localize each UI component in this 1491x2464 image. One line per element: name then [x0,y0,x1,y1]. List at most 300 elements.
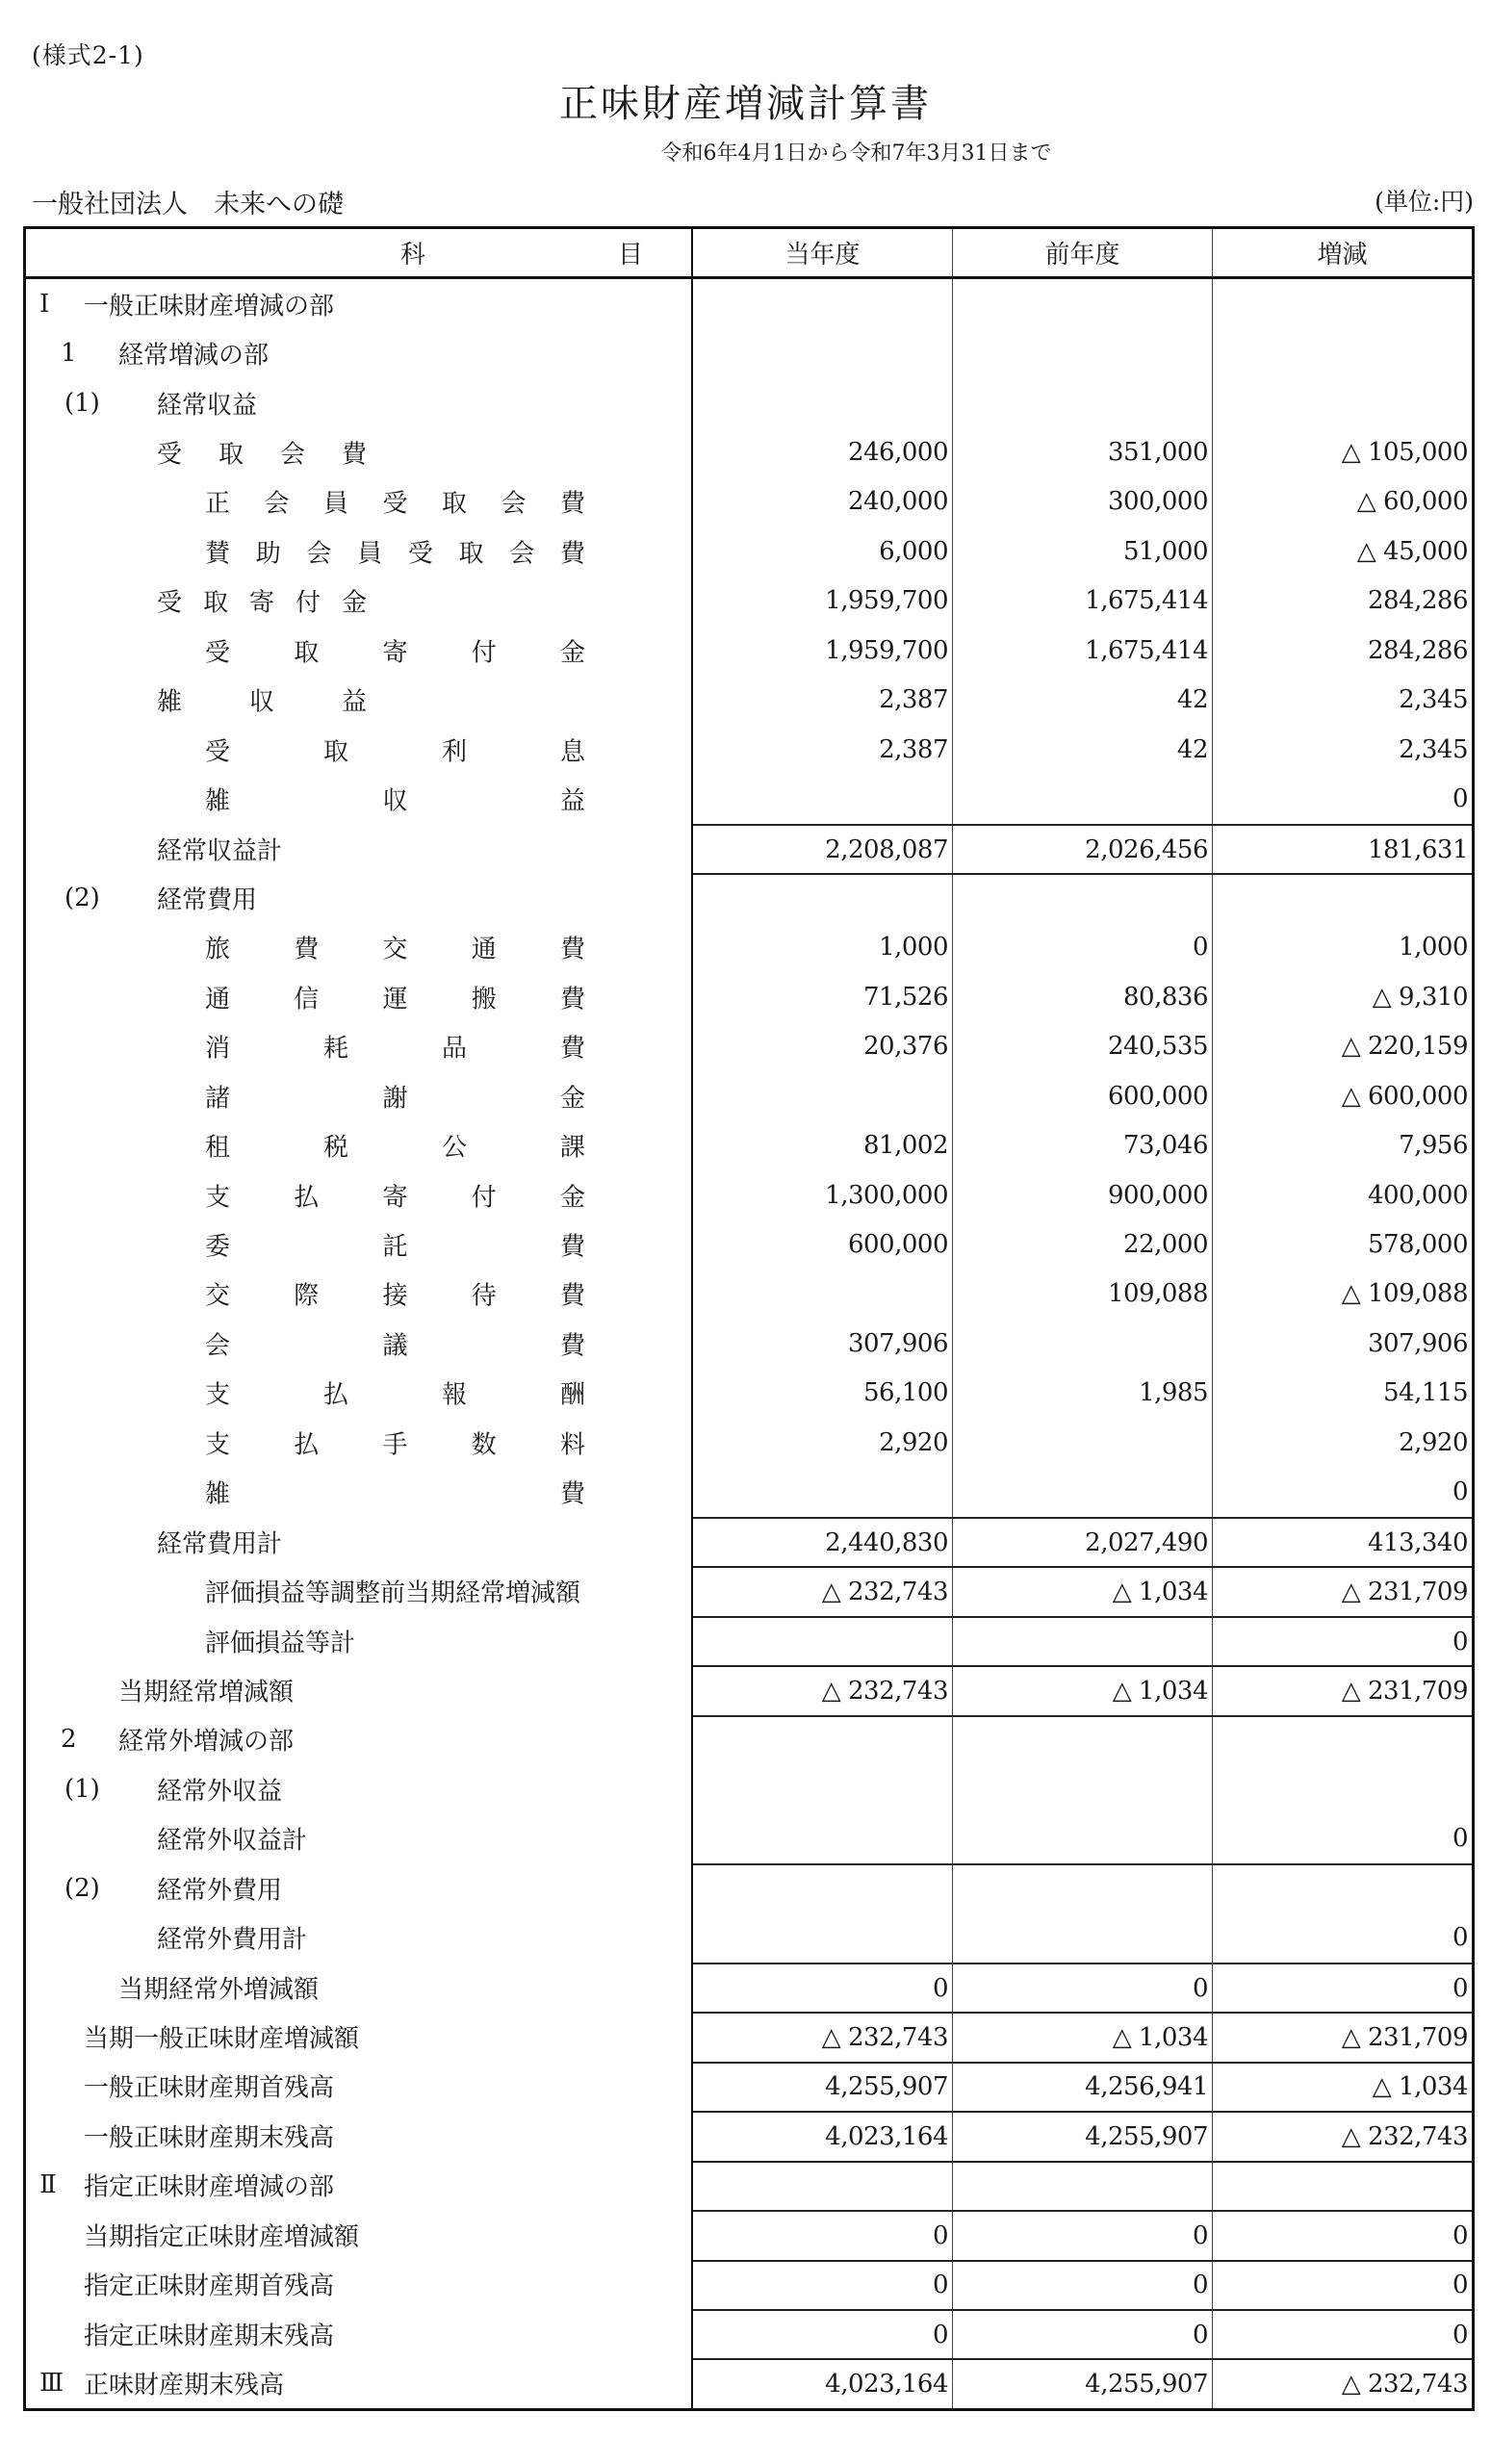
row-label-wrap [26,1764,691,1813]
table-row [26,1369,1472,1418]
value-current-year [693,1814,953,1863]
value-current-year: 2,387 [693,725,953,774]
row-number: 2 [61,1725,77,1755]
row-subject [26,923,693,972]
value-change: 0 [1452,1923,1468,1953]
value-change [1213,1764,1472,1813]
row-label-wrap [26,1071,738,1120]
row-label: 当期指定正味財産増減額 [84,2222,360,2252]
row-label: 諸謝金 [205,1084,738,1114]
value-previous-year: 80,836 [953,972,1213,1021]
header-current-year: 当年度 [693,229,953,276]
value-current-year: 1,000 [693,923,953,972]
row-label: 経常収益計 [157,836,283,866]
row-label: 支払寄付金 [205,1183,650,1213]
value-change: △ 231,709 [1213,1566,1472,1615]
table-row [26,1665,1472,1714]
value-change: 307,906 [1367,1328,1468,1358]
table-row [26,923,1472,972]
table-row [26,378,1472,427]
table-row [26,427,1472,476]
row-subject [26,1517,693,1566]
row-label: 指定正味財産期末残高 [84,2322,335,2351]
value-current-year: 71,526 [693,972,953,1021]
value-current-year [693,1616,953,1665]
row-label: 一般正味財産期末残高 [84,2123,335,2153]
row-subject [26,873,693,922]
value-current-year [693,279,953,328]
value-current-year: 1,959,700 [693,577,953,626]
row-label: 旅費交通費 [205,935,650,964]
value-current-year: 56,100 [693,1369,953,1418]
table-body [26,279,1472,2408]
row-label: 経常費用計 [157,1529,283,1559]
row-label-wrap [26,1863,691,1912]
row-subject [26,2062,693,2111]
value-current-year: 81,002 [693,1120,953,1169]
table-row [26,1863,1472,1912]
row-label-wrap [26,725,691,774]
row-label-wrap [26,1963,691,2012]
row-label: 経常増減の部 [118,341,270,371]
table-row [26,1715,1472,1764]
row-subject [26,1071,738,1120]
row-label-wrap [26,923,691,972]
value-previous-year: 42 [953,676,1213,725]
value-change: 284,286 [1367,635,1468,665]
header-subject-2: 目 [617,241,643,270]
row-subject [26,824,693,873]
row-number: (2) [64,1873,100,1903]
row-subject [26,2358,693,2407]
row-subject [26,626,693,675]
row-label-wrap [26,1912,691,1962]
row-label: 経常外収益 [157,1777,283,1807]
table-row [26,279,1472,328]
table-row [26,1022,1472,1071]
row-label-wrap [26,1715,691,1764]
value-current-year: 4,023,164 [693,2358,953,2407]
value-change: 54,115 [1383,1378,1468,1408]
row-subject [26,1863,693,1912]
row-label: 経常収益 [157,391,258,421]
value-previous-year [953,774,1213,823]
row-label: 評価損益等計 [205,1629,356,1658]
value-previous-year: △ 1,034 [953,1566,1213,1615]
value-change [1213,873,1472,922]
row-subject [26,1170,693,1219]
value-previous-year: 42 [953,725,1213,774]
table-row [26,1517,1472,1566]
value-current-year: △ 232,743 [693,1566,953,1615]
value-previous-year: 600,000 [953,1071,1213,1120]
value-previous-year [953,1764,1213,1813]
table-row [26,526,1472,576]
row-label-wrap [26,2111,691,2160]
row-label: 賛助会員受取会費 [205,539,611,569]
row-label-wrap [26,1616,691,1665]
row-subject [26,1715,693,1764]
value-change: △ 231,709 [1213,1665,1472,1714]
value-current-year: 240,000 [693,477,953,526]
row-subject [26,1963,693,2012]
value-change: 0 [1213,2210,1472,2259]
value-change: △ 105,000 [1341,438,1468,468]
value-previous-year: 109,088 [953,1270,1213,1319]
row-subject [26,1120,693,1169]
value-change [1213,279,1472,328]
row-subject [26,774,738,823]
table-row [26,1319,1472,1368]
row-label-wrap [26,427,691,476]
table-row [26,2062,1472,2111]
row-label-wrap [26,2062,691,2111]
period: 令和6年4月1日から令和7年3月31日まで [660,141,1052,166]
value-previous-year: 1,675,414 [953,626,1213,675]
row-subject [26,1764,693,1813]
table-row [26,577,1472,626]
value-previous-year: 0 [953,1963,1213,2012]
row-label: 支払手数料 [205,1430,650,1460]
value-current-year [693,873,953,922]
value-previous-year: 240,535 [953,1022,1213,1071]
row-label-wrap [26,1566,691,1615]
row-subject [26,477,693,526]
table-row [26,2260,1472,2309]
value-change [1213,2161,1472,2210]
row-subject [26,1270,693,1319]
value-current-year: 2,920 [693,1418,953,1467]
value-previous-year: 4,255,907 [953,2111,1213,2160]
table-row [26,1764,1472,1813]
row-label-wrap [26,824,691,873]
value-change: 0 [1452,1477,1468,1507]
value-previous-year [953,1616,1213,1665]
row-label: 雑収益 [157,687,434,717]
value-current-year [693,1912,953,1962]
row-label-wrap [26,577,691,626]
row-label-wrap [26,1418,691,1467]
row-label: 雑収益 [205,786,738,816]
row-label-wrap [26,1022,691,1071]
value-previous-year: 300,000 [953,477,1213,526]
row-label: 指定正味財産期首残高 [84,2272,335,2301]
row-number: (1) [64,1774,100,1804]
value-change [1213,378,1472,427]
value-previous-year [953,1814,1213,1863]
value-previous-year [953,873,1213,922]
row-label: 一般正味財産増減の部 [84,292,335,321]
value-change: 0 [1452,784,1468,814]
row-label-wrap [26,2260,691,2309]
row-subject [26,676,693,725]
value-current-year: △ 232,743 [693,2012,953,2061]
row-subject [26,2210,693,2259]
table-row [26,1170,1472,1219]
row-label-wrap [26,1468,915,1517]
row-label-wrap [26,2210,691,2259]
value-previous-year [953,328,1213,377]
value-current-year: 307,906 [693,1319,953,1368]
value-change [1213,1863,1472,1912]
row-label-wrap [26,2161,691,2210]
value-previous-year: 0 [953,2210,1213,2259]
value-change: △ 232,743 [1213,2111,1472,2160]
row-label: 受取寄付金 [205,638,650,668]
row-label: 当期経常外増減額 [118,1975,320,2005]
header-previous-year: 前年度 [953,229,1213,276]
value-current-year [693,1863,953,1912]
value-previous-year [953,279,1213,328]
table-row [26,725,1472,774]
value-change: 2,920 [1399,1427,1468,1457]
value-change: △ 9,310 [1372,982,1468,1012]
value-current-year [693,378,953,427]
row-subject [26,1468,915,1517]
row-label-wrap [26,676,691,725]
value-change: 1,000 [1399,933,1468,962]
value-change: △ 231,709 [1213,2012,1472,2061]
row-label-wrap [26,2309,691,2358]
value-previous-year [953,1863,1213,1912]
value-change: △ 220,159 [1341,1032,1468,1062]
value-current-year [693,2161,953,2210]
row-label-wrap [26,972,691,1021]
row-label-wrap [26,526,691,576]
row-subject [26,2012,693,2061]
table-row [26,1270,1472,1319]
row-label: 経常外費用 [157,1876,283,1906]
value-current-year: 6,000 [693,526,953,576]
table-row [26,1912,1472,1962]
row-number: Ⅰ [39,289,50,319]
value-previous-year: 51,000 [953,526,1213,576]
value-previous-year [953,1715,1213,1764]
table-row [26,873,1472,922]
row-label-wrap [26,378,691,427]
table-row [26,477,1472,526]
row-label: 一般正味財産期首残高 [84,2073,335,2103]
row-label-wrap [26,1319,738,1368]
row-number: 1 [61,339,77,369]
row-label-wrap [26,873,691,922]
row-subject [26,1369,693,1418]
table-row [26,1616,1472,1665]
form-number: (様式2-1) [32,41,144,69]
table-row [26,2012,1472,2061]
row-label-wrap [26,774,738,823]
value-change: 7,956 [1399,1131,1468,1161]
value-previous-year: 1,675,414 [953,577,1213,626]
row-label: 当期一般正味財産増減額 [84,2024,360,2054]
value-previous-year: 4,255,907 [953,2358,1213,2407]
value-change: 284,286 [1367,586,1468,616]
row-subject [26,972,693,1021]
value-change: △ 45,000 [1356,536,1468,566]
table-row [26,1418,1472,1467]
row-subject [26,1566,693,1615]
value-previous-year [953,1468,1213,1517]
row-label-wrap [26,1814,691,1863]
row-label-wrap [26,2358,691,2407]
row-label: 受取利息 [205,737,679,767]
row-label: 支払報酬 [205,1380,679,1410]
statement-table [23,226,1475,2411]
row-label: 委託費 [205,1232,738,1262]
value-previous-year: △ 1,034 [953,1665,1213,1714]
value-current-year: 2,387 [693,676,953,725]
value-change: △ 1,034 [1213,2062,1472,2111]
table-row [26,1814,1472,1863]
table-row [26,1219,1472,1269]
row-label: 雑費 [205,1479,915,1509]
table-row [26,2161,1472,2210]
organization-name: 一般社団法人 未来への礎 [32,190,344,219]
row-label: 消耗品費 [205,1034,679,1064]
table-row [26,626,1472,675]
value-previous-year: 0 [953,2260,1213,2309]
value-previous-year: 22,000 [953,1219,1213,1269]
table-row [26,824,1472,873]
table-row [26,972,1472,1021]
row-label: 交際接待費 [205,1281,650,1311]
row-label: 受取会費 [157,440,403,470]
value-change: 578,000 [1367,1230,1468,1260]
row-subject [26,2111,693,2160]
table-row [26,2210,1472,2259]
row-number: Ⅱ [39,2170,57,2200]
table-row [26,2358,1472,2407]
table-row [26,1468,1472,1517]
value-current-year: 246,000 [693,427,953,476]
row-subject [26,1022,693,1071]
value-current-year: 2,208,087 [693,824,953,873]
header-subject-1: 科 [399,241,425,270]
value-change: 2,345 [1399,734,1468,764]
header-change: 増減 [1317,241,1368,270]
value-current-year: 0 [693,2210,953,2259]
row-label: 指定正味財産増減の部 [84,2172,335,2202]
value-current-year: 4,023,164 [693,2111,953,2160]
row-subject [26,2309,693,2358]
table-row [26,2309,1472,2358]
value-change: 0 [1213,1963,1472,2012]
value-change: △ 109,088 [1341,1279,1468,1309]
row-subject [26,378,693,427]
value-current-year: 0 [693,2260,953,2309]
value-change: 0 [1452,1824,1468,1854]
value-previous-year [953,1912,1213,1962]
value-current-year: 20,376 [693,1022,953,1071]
row-subject [26,1319,738,1368]
row-label-wrap [26,1170,691,1219]
row-label: 正会員受取会費 [205,489,620,519]
value-change [1213,328,1472,377]
value-previous-year: 0 [953,923,1213,972]
row-label-wrap [26,1369,691,1418]
table-row [26,1120,1472,1169]
table-row [26,2111,1472,2160]
row-subject [26,1616,693,1665]
value-previous-year: 2,026,456 [953,824,1213,873]
value-change: 400,000 [1367,1180,1468,1210]
value-change: △ 232,743 [1213,2358,1472,2407]
table-row [26,1071,1472,1120]
value-previous-year: 0 [953,2309,1213,2358]
value-change: 413,340 [1213,1517,1472,1566]
value-change: 0 [1213,1616,1472,1665]
value-previous-year: △ 1,034 [953,2012,1213,2061]
row-number: (1) [64,388,100,418]
table-row [26,1963,1472,2012]
value-current-year: 2,440,830 [693,1517,953,1566]
value-change [1213,1715,1472,1764]
value-previous-year: 2,027,490 [953,1517,1213,1566]
value-change: △ 60,000 [1356,487,1468,517]
row-number: (2) [64,883,100,912]
row-subject [26,1912,693,1962]
row-subject [26,279,693,328]
value-current-year [693,1715,953,1764]
unit-label: (単位:円) [1375,188,1474,216]
row-subject [26,2260,693,2309]
value-previous-year: 351,000 [953,427,1213,476]
row-subject [26,1665,693,1714]
value-previous-year: 900,000 [953,1170,1213,1219]
value-change: 181,631 [1213,824,1472,873]
row-subject [26,1814,693,1863]
row-label-wrap [26,328,691,377]
row-label: 当期経常増減額 [118,1678,295,1707]
row-label: 正味財産期末残高 [84,2371,285,2400]
row-label: 会議費 [205,1331,738,1361]
row-subject [26,328,693,377]
value-current-year [693,1270,953,1319]
value-current-year: 4,255,907 [693,2062,953,2111]
value-current-year: △ 232,743 [693,1665,953,1714]
row-subject [26,2161,693,2210]
value-change: 0 [1213,2260,1472,2309]
row-subject [26,577,693,626]
value-previous-year [953,1418,1213,1467]
row-label: 租税公課 [205,1133,679,1163]
row-subject [26,725,693,774]
row-subject [26,526,693,576]
value-previous-year [953,1319,1213,1368]
table-header [26,229,1472,279]
value-previous-year [953,378,1213,427]
value-current-year: 600,000 [693,1219,953,1269]
table-row [26,328,1472,377]
header-subject [26,229,693,276]
row-label-wrap [26,626,691,675]
value-current-year: 1,959,700 [693,626,953,675]
row-label-wrap [26,2012,691,2061]
value-previous-year: 4,256,941 [953,2062,1213,2111]
row-subject [26,1418,693,1467]
value-change: 0 [1213,2309,1472,2358]
value-previous-year: 73,046 [953,1120,1213,1169]
row-label: 評価損益等調整前当期経常増減額 [205,1578,581,1608]
row-label-wrap [26,1219,738,1269]
value-current-year: 1,300,000 [693,1170,953,1219]
row-subject [26,427,693,476]
row-label-wrap [26,1517,691,1566]
table-row [26,1566,1472,1615]
value-current-year: 0 [693,2309,953,2358]
row-label-wrap [26,279,691,328]
row-label-wrap [26,1665,691,1714]
